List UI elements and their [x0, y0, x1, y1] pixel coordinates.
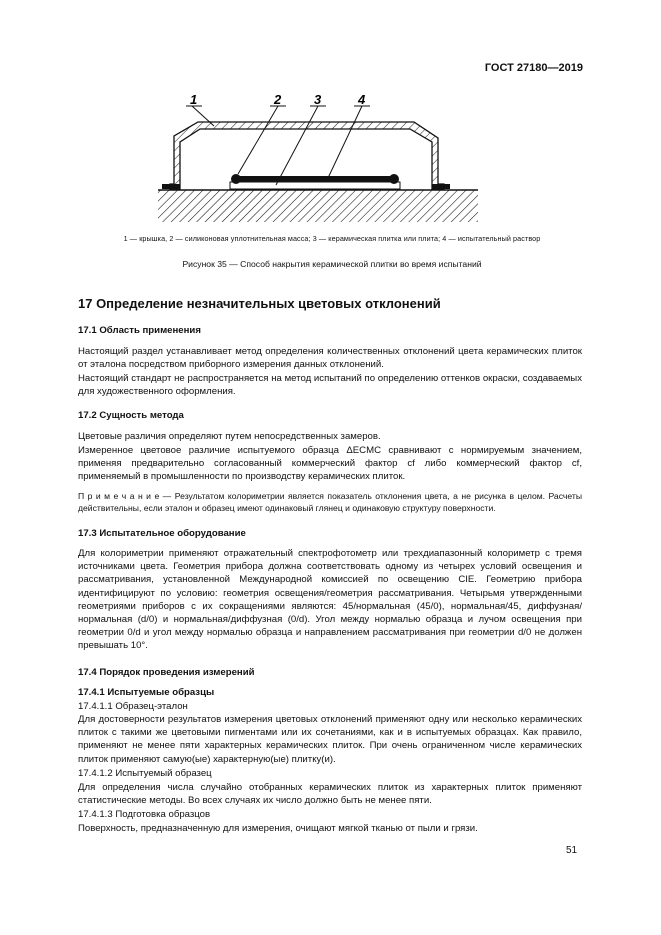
subsection-17-4-title: 17.4 Порядок проведения измерений: [78, 667, 255, 678]
figure-35-diagram: [148, 92, 488, 234]
s412-paragraph: Для определения числа случайно отобранных керамических плиток из характерных плиток применяют статистические методы. Во всех случаях их число должно быть не менее пяти.: [78, 782, 582, 807]
base-ground: [158, 190, 478, 222]
left-flange: [162, 184, 180, 189]
s3-paragraph-1: Для колориметрии применяют отражательный спектрофотометр или трехдиапазонный колориметр с тремя источниками цвета. Геометрия прибора должна соответствовать одному из четырех условий освещения и рассматривания, установленной Международной комиссией по освещению CIE. Геометрию прибора идентифицируют по условию: геометрия освещения/геометрия рассматривания. Четырьмя утвержденными геометриями приборов с их сокращениями являются: 45/нормальная (45/0), нормальная/45, диффузная/нормальная (d/0) и нормальная/диффузная (0/d). Угол между нормалью образца и лучом освещения при геометрии 0/d и угол между нормалью образца и направлением рассматривания при геометрии d/0 не должен превышать 10°.: [78, 548, 582, 652]
s1-paragraph-2: Настоящий стандарт не распространяется на метод испытаний по определению оттенков окраски, создаваемых для художественного оформления.: [78, 373, 582, 398]
s2-paragraph-2: Измеренное цветовое различие испытуемого образца ΔECMC сравнивают с нормируемым значением, применяя предварительно согласованный коммерческий фактор cf либо коммерческий фактор cf, применяемый в промышленности по производству керамических плиток.: [78, 445, 582, 483]
s1-paragraph-1: Настоящий раздел устанавливает метод определения количественных отклонений цвета керамических плиток от эталона посредством приборного измерения данных отклонений.: [78, 346, 582, 371]
test-solution: [236, 176, 394, 182]
subsection-17-4-1-title: 17.4.1 Испытуемые образцы: [78, 687, 215, 698]
callout-1: 1: [190, 92, 198, 107]
silicone-sealant-left: [231, 174, 241, 184]
section-title: 17 Определение незначительных цветовых отклонений: [78, 296, 441, 311]
callout-2: 2: [274, 92, 282, 107]
page-number: 51: [566, 845, 578, 856]
callout-3: 3: [314, 92, 322, 107]
subsection-17-4-1-3-title: 17.4.1.3 Подготовка образцов: [78, 809, 211, 820]
s411-paragraph: Для достоверности результатов измерения цветовых отклонений применяют одну или несколько керамических плиток с такими же цветовыми пигментами или их сочетаниями, как и в испытуемых образцах. Как правило, применяют не менее пяти характерных керамических плиток. При очень ограниченном числе керамических плиток применяют самую(ые) характерную(ые) плитку(и).: [78, 714, 582, 765]
callout-4: 4: [358, 92, 366, 107]
s2-paragraph-1: Цветовые различия определяют путем непосредственных замеров.: [78, 431, 381, 442]
subsection-17-2-title: 17.2 Сущность метода: [78, 410, 184, 421]
subsection-17-3-title: 17.3 Испытательное оборудование: [78, 528, 246, 539]
cover-hatch-fill: [174, 122, 438, 184]
leader-line-2: [238, 106, 278, 174]
s413-paragraph: Поверхность, предназначенную для измерения, очищают мягкой тканью от пыли и грязи.: [78, 823, 478, 834]
subsection-17-1-title: 17.1 Область применения: [78, 325, 201, 336]
ceramic-tile: [230, 182, 400, 189]
figure-caption: Рисунок 35 — Способ накрытия керамической плитки во время испытаний: [182, 259, 482, 269]
document-header: ГОСТ 27180—2019: [484, 62, 583, 74]
subsection-17-4-1-2-title: 17.4.1.2 Испытуемый образец: [78, 768, 212, 779]
leader-line-3: [276, 106, 318, 185]
s2-note: П р и м е ч а н и е — Результатом колориметрии является показатель отклонения цвета, а не рисунка в целом. Расчеты действительны, если эталон и образец имеют одинаковый глянец и одинаковую структуру поверхности.: [78, 491, 582, 514]
subsection-17-4-1-1-title: 17.4.1.1 Образец-эталон: [78, 701, 188, 712]
figure-legend: 1 — крышка, 2 — силиконовая уплотнительная масса; 3 — керамическая плитка или плита; 4 — испытательный раствор: [123, 234, 541, 243]
right-flange: [432, 184, 450, 189]
leader-line-4: [328, 106, 362, 178]
silicone-sealant-right: [389, 174, 399, 184]
